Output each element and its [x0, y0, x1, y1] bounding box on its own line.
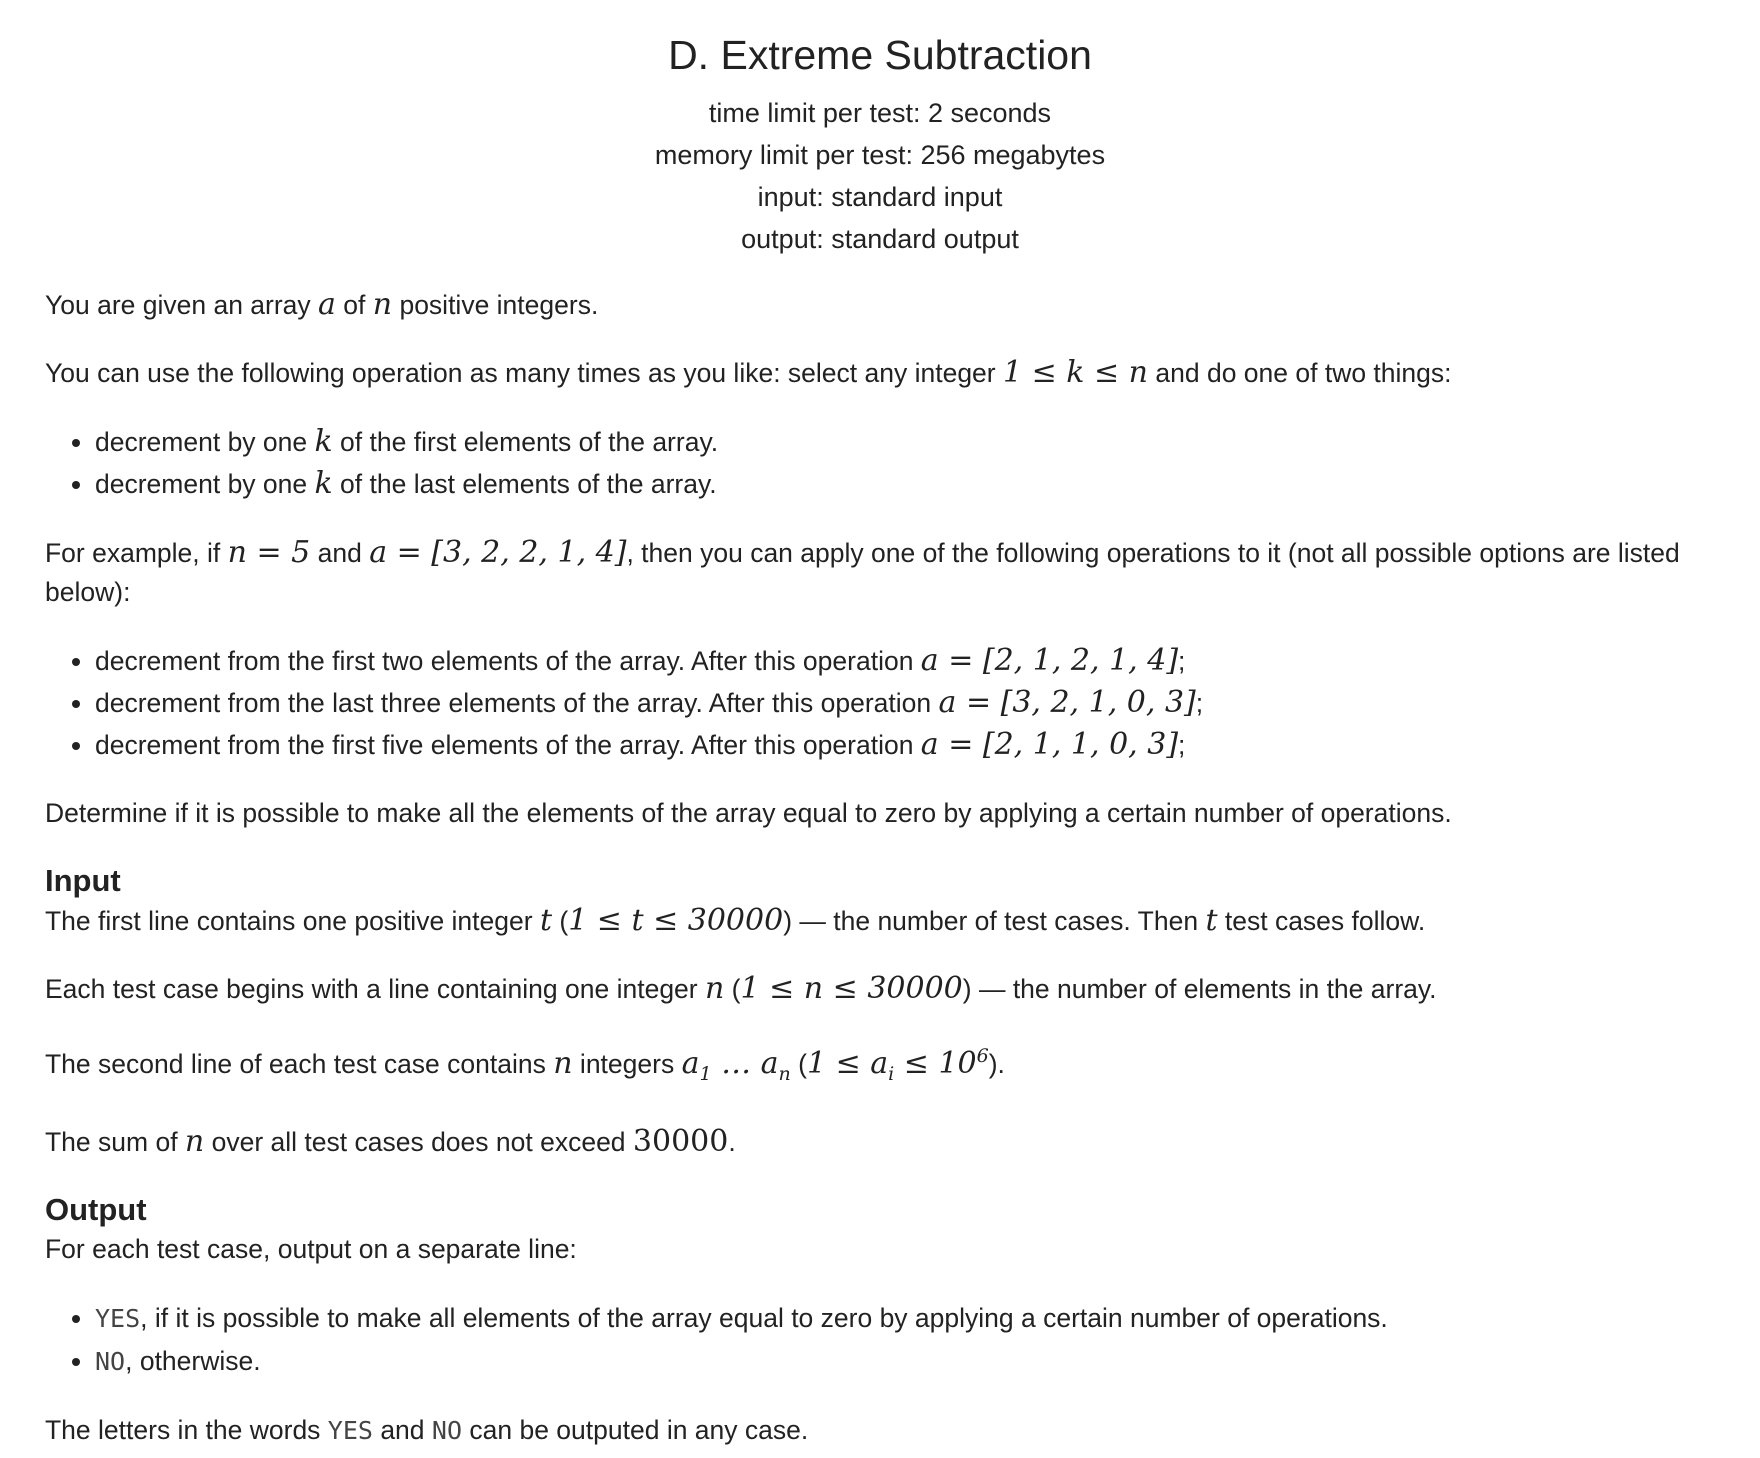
output-file: output: standard output: [741, 224, 1019, 254]
text: , otherwise.: [125, 1346, 261, 1376]
problem-header: [45, 0, 1715, 260]
text: The sum of: [45, 1127, 185, 1157]
text: and: [310, 538, 370, 568]
math-symbol: a: [760, 1046, 779, 1081]
examples-list: [45, 640, 1715, 766]
code-yes: YES: [327, 1416, 373, 1445]
text: and: [372, 1415, 432, 1445]
output-paragraph: [45, 1411, 1715, 1450]
input-file: input: standard input: [757, 182, 1003, 212]
list-item: [95, 682, 1715, 724]
math-n-value: n = 5: [227, 535, 311, 570]
math-subscript: 1: [699, 1063, 712, 1085]
math-n: n: [553, 1046, 573, 1081]
legend-section: [45, 285, 1715, 833]
output-section-title: Output: [45, 1192, 147, 1227]
math-array: a = [3, 2, 2, 1, 4]: [369, 535, 627, 570]
input-paragraph: [45, 1122, 1715, 1162]
text: .: [728, 1127, 736, 1157]
math-t: t: [1205, 903, 1218, 938]
text: of: [335, 290, 373, 320]
math-symbol: a: [681, 1046, 700, 1081]
text: decrement from the first two elements of the array. After this operation: [95, 646, 921, 676]
text: ;: [1178, 646, 1186, 676]
text: decrement from the last three elements of the array. After this operation: [95, 688, 939, 718]
text: can be outputed in any case.: [462, 1415, 809, 1445]
list-item: [95, 463, 1715, 505]
input-paragraph: [45, 901, 1715, 941]
list-item: [95, 724, 1715, 766]
math-limit: 30000: [632, 1124, 729, 1159]
math-superscript: 6: [976, 1045, 989, 1067]
text: (: [724, 974, 741, 1004]
math-sequence: [681, 1046, 791, 1085]
math-subscript: n: [778, 1063, 791, 1085]
memory-limit: memory limit per test: 256 megabytes: [654, 140, 1106, 170]
math-k: k: [314, 424, 333, 459]
math-array: a = [2, 1, 2, 1, 4]: [920, 643, 1179, 678]
text: decrement by one: [95, 427, 315, 457]
math-n-range: 1 ≤ n ≤ 30000: [740, 971, 963, 1006]
text: integers: [572, 1049, 682, 1079]
output-specification: [45, 1190, 1715, 1450]
math-array: a = [3, 2, 1, 0, 3]: [938, 685, 1196, 720]
code-no: NO: [431, 1416, 463, 1445]
list-item: [95, 421, 1715, 463]
text: ) — the number of elements in the array.: [962, 974, 1437, 1004]
math-t-range: 1 ≤ t ≤ 30000: [568, 903, 784, 938]
math-k: k: [314, 466, 333, 501]
math-k-range: 1 ≤ k ≤ n: [1003, 355, 1149, 390]
output-paragraph: For each test case, output on a separate line:: [45, 1234, 577, 1264]
text: ) — the number of test cases. Then: [783, 906, 1206, 936]
text: You are given an array: [45, 290, 319, 320]
code-yes: YES: [95, 1304, 141, 1333]
text: ).: [988, 1049, 1005, 1079]
list-item: [95, 640, 1715, 682]
math-n: n: [372, 287, 393, 322]
text: The first line contains one positive integer: [45, 906, 540, 936]
legend-paragraph: [45, 285, 1715, 325]
text: For example, if: [45, 538, 228, 568]
input-specification: [45, 861, 1715, 1162]
text: (: [790, 1049, 807, 1079]
time-limit: time limit per test: 2 seconds: [708, 98, 1052, 128]
text: ;: [1195, 688, 1204, 718]
text: decrement by one: [95, 469, 315, 499]
text: of the last elements of the array.: [332, 469, 717, 499]
text: (: [552, 906, 569, 936]
input-paragraph: [45, 1037, 1715, 1094]
text: You can use the following operation as many times as you like: select any integer: [45, 358, 1003, 388]
text: Each test case begins with a line containing one integer: [45, 974, 705, 1004]
math-n: n: [704, 971, 725, 1006]
math-dots: …: [711, 1046, 761, 1081]
math-part: ≤ 10: [894, 1046, 977, 1081]
math-n: n: [184, 1124, 205, 1159]
text: test cases follow.: [1217, 906, 1426, 936]
legend-paragraph: [45, 533, 1715, 612]
math-t: t: [539, 903, 552, 938]
code-no: NO: [95, 1347, 126, 1376]
list-item: [95, 1340, 1715, 1383]
text: positive integers.: [392, 290, 599, 320]
legend-paragraph: Determine if it is possible to make all the elements of the array equal to zero by applying a certain number of operations.: [45, 798, 1452, 828]
math-part: 1 ≤ a: [806, 1046, 889, 1081]
list-item: [95, 1297, 1715, 1340]
input-paragraph: [45, 969, 1715, 1009]
text: , then you can apply one of the following operations to it (not all possible options are listed below):: [45, 538, 1680, 607]
text: The letters in the words: [45, 1415, 328, 1445]
problem-title: D. Extreme Subtraction: [668, 32, 1092, 78]
text: and do one of two things:: [1148, 358, 1452, 388]
math-a-range: [806, 1045, 989, 1085]
math-array: a = [2, 1, 1, 0, 3]: [920, 727, 1179, 762]
math-a: a: [318, 287, 336, 322]
input-section-title: Input: [45, 863, 121, 898]
text: ;: [1178, 730, 1186, 760]
text: of the first elements of the array.: [332, 427, 719, 457]
math-subscript: i: [888, 1063, 895, 1085]
legend-paragraph: [45, 353, 1715, 393]
text: over all test cases does not exceed: [204, 1127, 633, 1157]
text: decrement from the first five elements of the array. After this operation: [95, 730, 921, 760]
text: The second line of each test case contains: [45, 1049, 554, 1079]
output-list: [45, 1297, 1715, 1383]
text: , if it is possible to make all elements of the array equal to zero by applying a certain number of operations.: [140, 1303, 1388, 1333]
operations-list: [45, 421, 1715, 505]
